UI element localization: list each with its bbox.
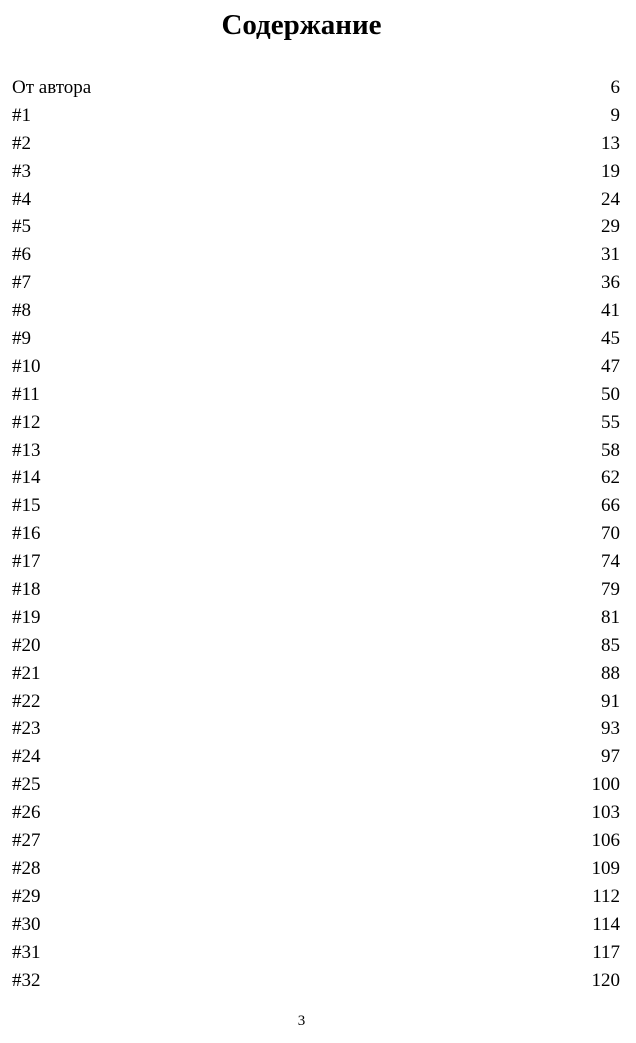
toc-entry-page: 117 <box>592 941 620 963</box>
toc-entry-page: 62 <box>601 467 620 489</box>
toc-entry-label: #28 <box>12 857 41 879</box>
toc-entry-15 <box>12 492 620 520</box>
toc-entry-20 <box>12 632 620 660</box>
toc-entry-label: #4 <box>12 188 31 210</box>
toc-entry-1 <box>12 102 620 130</box>
toc-entry-page: 55 <box>601 411 620 433</box>
toc-entry-31 <box>12 939 620 967</box>
toc-entry-label: #19 <box>12 606 41 628</box>
toc-entry-23 <box>12 715 620 743</box>
toc-entry-label: #24 <box>12 746 41 768</box>
toc-entry-label: #21 <box>12 662 41 684</box>
toc-entry-10 <box>12 353 620 381</box>
toc-entry-18 <box>12 576 620 604</box>
toc-entry-label: #6 <box>12 244 31 266</box>
toc-entry-page: 109 <box>591 857 620 879</box>
toc-entry-16 <box>12 520 620 548</box>
toc-entry-page: 19 <box>601 160 620 182</box>
toc-entry-2 <box>12 130 620 158</box>
toc-entry-6 <box>12 241 620 269</box>
toc-entry-21 <box>12 660 620 688</box>
toc-entry-page: 47 <box>601 355 620 377</box>
toc-entry-page: 29 <box>601 216 620 238</box>
toc-entry-page: 66 <box>601 495 620 517</box>
toc-entry-label: #12 <box>12 411 41 433</box>
toc-entry-12 <box>12 409 620 437</box>
toc-entry-17 <box>12 548 620 576</box>
toc-entry-page: 93 <box>601 718 620 740</box>
toc-entry-page: 91 <box>601 690 620 712</box>
toc-entry-32 <box>12 967 620 995</box>
toc-entry-page: 100 <box>591 774 620 796</box>
toc-entry-26 <box>12 799 620 827</box>
toc-entry-label: #15 <box>12 495 41 517</box>
page-title: Содержание <box>221 9 382 41</box>
toc-entry-page: 45 <box>601 328 620 350</box>
toc-entry-page: 81 <box>601 606 620 628</box>
toc-entry-7 <box>12 269 620 297</box>
toc-entry-label: #10 <box>12 355 41 377</box>
toc-entry-page: 31 <box>601 244 620 266</box>
toc-entry-label: #5 <box>12 216 31 238</box>
toc-entry-label: #22 <box>12 690 41 712</box>
toc-entry-label: #17 <box>12 551 41 573</box>
toc-entry-page: 9 <box>610 104 620 126</box>
toc-entry-label: #9 <box>12 328 31 350</box>
toc-entry-page: 85 <box>601 634 620 656</box>
toc-entry-13 <box>12 437 620 465</box>
toc-entry-page: 24 <box>601 188 620 210</box>
toc-entry-label: #13 <box>12 439 41 461</box>
toc-entry-label: #26 <box>12 802 41 824</box>
toc-entry-29 <box>12 883 620 911</box>
toc-entry-page: 6 <box>610 77 620 98</box>
toc-entry-label: #30 <box>12 913 41 935</box>
toc-entry-page: 13 <box>601 132 620 154</box>
toc-entry-label: #23 <box>12 718 41 740</box>
page-number: 3 <box>297 1013 306 1029</box>
toc-entry-label: #2 <box>12 132 31 154</box>
toc-entry-19 <box>12 604 620 632</box>
toc-entry-label: От автора <box>12 77 92 98</box>
toc-entry-page: 79 <box>601 579 620 601</box>
toc-entry-label: #27 <box>12 830 41 852</box>
toc-entry-page: 50 <box>601 383 620 405</box>
toc-entry-label: #20 <box>12 634 41 656</box>
toc-entry-label: #11 <box>12 383 40 405</box>
toc-entry-label: #8 <box>12 300 31 322</box>
toc-entry-page: 114 <box>592 913 620 935</box>
table-of-contents <box>12 74 620 994</box>
toc-entry-page: 103 <box>591 802 620 824</box>
toc-entry-8 <box>12 297 620 325</box>
toc-entry-label: #32 <box>12 969 41 991</box>
toc-entry-label: #14 <box>12 467 41 489</box>
toc-entry-page: 106 <box>591 830 620 852</box>
toc-entry-page: 36 <box>601 272 620 294</box>
toc-entry-label: #3 <box>12 160 31 182</box>
toc-entry-4 <box>12 186 620 214</box>
toc-entry-page: 58 <box>601 439 620 461</box>
toc-entry-page: 112 <box>592 885 620 907</box>
toc-entry-page: 41 <box>601 300 620 322</box>
toc-entry-page: 120 <box>591 969 620 991</box>
toc-entry-page: 88 <box>601 662 620 684</box>
toc-entry-9 <box>12 325 620 353</box>
toc-entry-30 <box>12 911 620 939</box>
toc-entry-3 <box>12 158 620 186</box>
toc-entry-label: #31 <box>12 941 41 963</box>
toc-entry-5 <box>12 213 620 241</box>
toc-entry-page: 70 <box>601 523 620 545</box>
toc-entry-24 <box>12 743 620 771</box>
toc-entry-28 <box>12 855 620 883</box>
toc-entry-11 <box>12 381 620 409</box>
toc-entry-label: #29 <box>12 885 41 907</box>
toc-entry-label: #16 <box>12 523 41 545</box>
toc-entry-27 <box>12 827 620 855</box>
toc-entry-page: 97 <box>601 746 620 768</box>
toc-entry-page: 74 <box>601 551 620 573</box>
toc-entry-author-note <box>12 74 620 102</box>
toc-entry-14 <box>12 464 620 492</box>
toc-entry-label: #25 <box>12 774 41 796</box>
toc-entry-label: #18 <box>12 579 41 601</box>
toc-entry-25 <box>12 771 620 799</box>
toc-entry-label: #1 <box>12 104 31 126</box>
toc-entry-22 <box>12 688 620 716</box>
toc-entry-label: #7 <box>12 272 31 294</box>
